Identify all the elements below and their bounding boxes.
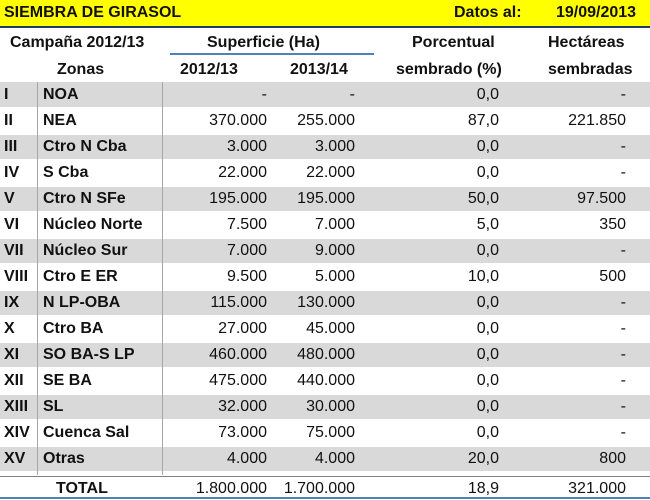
table-row bbox=[0, 420, 650, 445]
total-label: TOTAL bbox=[56, 480, 108, 497]
zone-name: SL bbox=[43, 398, 64, 415]
surface-2012: 475.000 bbox=[209, 372, 267, 389]
hectares-sown: - bbox=[620, 320, 626, 337]
surface-2013: 75.000 bbox=[306, 424, 355, 441]
row-separator bbox=[0, 160, 650, 161]
hectares-sown: - bbox=[620, 294, 626, 311]
hectares-sown: - bbox=[620, 398, 626, 415]
pct-sown: 0,0 bbox=[476, 320, 499, 337]
pct-sown: 20,0 bbox=[467, 450, 499, 467]
zones-header: Zonas bbox=[57, 61, 105, 78]
surface-2013: 5.000 bbox=[314, 268, 355, 285]
surface-2013: 440.000 bbox=[297, 372, 355, 389]
pct-sown: 5,0 bbox=[476, 216, 499, 233]
sheet-title: SIEMBRA DE GIRASOL bbox=[4, 4, 182, 21]
zone-name: Ctro N SFe bbox=[43, 190, 126, 207]
zone-name: Otras bbox=[43, 450, 85, 467]
zone-number: VII bbox=[4, 242, 24, 259]
surface-2012: 460.000 bbox=[209, 346, 267, 363]
hectares-sown: 800 bbox=[599, 450, 626, 467]
zone-name: S Cba bbox=[43, 164, 89, 181]
surface-2012: 9.500 bbox=[226, 268, 267, 285]
surface-2012: 32.000 bbox=[218, 398, 267, 415]
hectares-sown: - bbox=[620, 164, 626, 181]
surface-2012: 195.000 bbox=[209, 190, 267, 207]
surface-2013: 45.000 bbox=[306, 320, 355, 337]
table-row bbox=[0, 108, 650, 133]
zone-name: Cuenca Sal bbox=[43, 424, 130, 441]
zone-number: III bbox=[4, 138, 18, 155]
zone-number: II bbox=[4, 112, 13, 129]
surface-2013: - bbox=[349, 86, 355, 103]
ha-header-line2: sembradas bbox=[548, 61, 633, 78]
surface-2012: 3.000 bbox=[226, 138, 267, 155]
table-row bbox=[0, 264, 650, 289]
title-bar bbox=[0, 0, 650, 26]
hectares-sown: - bbox=[620, 346, 626, 363]
hectares-sown: 97.500 bbox=[577, 190, 626, 207]
table-row bbox=[0, 342, 650, 367]
row-separator bbox=[0, 342, 650, 343]
table-row bbox=[0, 238, 650, 263]
pct-sown: 0,0 bbox=[476, 398, 499, 415]
zone-name: Núcleo Norte bbox=[43, 216, 143, 233]
pct-sown: 50,0 bbox=[467, 190, 499, 207]
hectares-sown: - bbox=[620, 242, 626, 259]
hectares-sown: - bbox=[620, 372, 626, 389]
surface-2012: 7.000 bbox=[226, 242, 267, 259]
hectares-sown: - bbox=[620, 424, 626, 441]
surface-header-underline bbox=[170, 53, 374, 55]
total-ha: 321.000 bbox=[568, 480, 626, 497]
surface-2013: 4.000 bbox=[314, 450, 355, 467]
surface-2013: 480.000 bbox=[297, 346, 355, 363]
column-divider bbox=[162, 82, 163, 475]
surface-header: Superficie (Ha) bbox=[207, 34, 320, 51]
table-row bbox=[0, 446, 650, 471]
pct-sown: 0,0 bbox=[476, 346, 499, 363]
hectares-sown: - bbox=[620, 86, 626, 103]
zone-number: XIII bbox=[4, 398, 29, 415]
row-separator bbox=[0, 446, 650, 447]
zone-name: SE BA bbox=[43, 372, 92, 389]
surface-2012: 4.000 bbox=[226, 450, 267, 467]
pct-sown: 0,0 bbox=[476, 372, 499, 389]
row-separator bbox=[0, 368, 650, 369]
pct-header-line2: sembrado (%) bbox=[396, 61, 502, 78]
surface-2013: 22.000 bbox=[306, 164, 355, 181]
year-b-header: 2013/14 bbox=[290, 61, 348, 78]
row-separator bbox=[0, 394, 650, 395]
surface-2012: 115.000 bbox=[210, 294, 267, 311]
surface-2012: 73.000 bbox=[218, 424, 267, 441]
zone-name: Núcleo Sur bbox=[43, 242, 128, 259]
surface-2013: 30.000 bbox=[306, 398, 355, 415]
surface-2012: - bbox=[261, 86, 267, 103]
surface-2012: 7.500 bbox=[226, 216, 267, 233]
pct-sown: 87,0 bbox=[467, 112, 499, 129]
surface-2013: 130.000 bbox=[297, 294, 355, 311]
hectares-sown: - bbox=[620, 138, 626, 155]
pct-sown: 0,0 bbox=[476, 164, 499, 181]
total-bottom-border bbox=[0, 497, 650, 499]
campaign-header: Campaña 2012/13 bbox=[10, 34, 145, 51]
date-value: 19/09/2013 bbox=[556, 4, 637, 21]
pct-sown: 0,0 bbox=[476, 294, 499, 311]
zone-name: NOA bbox=[43, 86, 79, 103]
surface-2012: 370.000 bbox=[209, 112, 267, 129]
table-row bbox=[0, 82, 650, 107]
zone-number: IX bbox=[4, 294, 20, 311]
zone-name: SO BA-S LP bbox=[43, 346, 135, 363]
surface-2013: 195.000 bbox=[297, 190, 355, 207]
pct-sown: 0,0 bbox=[476, 424, 499, 441]
surface-2012: 27.000 bbox=[218, 320, 267, 337]
zone-number: I bbox=[4, 86, 9, 103]
table-row bbox=[0, 186, 650, 211]
zone-number: V bbox=[4, 190, 15, 207]
pct-sown: 0,0 bbox=[476, 242, 499, 259]
zone-name: NEA bbox=[43, 112, 77, 129]
row-separator bbox=[0, 290, 650, 291]
total-2013: 1.700.000 bbox=[283, 480, 355, 497]
year-a-header: 2012/13 bbox=[180, 61, 238, 78]
zone-number: XII bbox=[4, 372, 24, 389]
zone-name: Ctro E ER bbox=[43, 268, 118, 285]
row-separator bbox=[0, 134, 650, 135]
table-row bbox=[0, 290, 650, 315]
row-separator bbox=[0, 264, 650, 265]
ha-header-line1: Hectáreas bbox=[548, 34, 625, 51]
zone-number: IV bbox=[4, 164, 20, 181]
zone-number: VIII bbox=[4, 268, 29, 285]
zone-number: XIV bbox=[4, 424, 30, 441]
hectares-sown: 500 bbox=[599, 268, 626, 285]
surface-2013: 9.000 bbox=[314, 242, 355, 259]
total-2012: 1.800.000 bbox=[195, 480, 267, 497]
zone-name: Ctro BA bbox=[43, 320, 104, 337]
table-row bbox=[0, 394, 650, 419]
surface-2013: 255.000 bbox=[297, 112, 355, 129]
date-label: Datos al: bbox=[454, 4, 522, 21]
surface-2012: 22.000 bbox=[218, 164, 267, 181]
zone-number: XV bbox=[4, 450, 26, 467]
pct-sown: 10,0 bbox=[467, 268, 499, 285]
table-row bbox=[0, 316, 650, 341]
zone-name: N LP-OBA bbox=[43, 294, 121, 311]
zone-name: Ctro N Cba bbox=[43, 138, 127, 155]
hectares-sown: 350 bbox=[599, 216, 626, 233]
column-divider bbox=[37, 82, 38, 475]
title-underline bbox=[0, 26, 650, 28]
surface-2013: 7.000 bbox=[314, 216, 355, 233]
pct-sown: 0,0 bbox=[476, 138, 499, 155]
row-separator bbox=[0, 186, 650, 187]
zone-number: VI bbox=[4, 216, 20, 233]
hectares-sown: 221.850 bbox=[568, 112, 626, 129]
table-row bbox=[0, 134, 650, 159]
row-separator bbox=[0, 212, 650, 213]
total-pct: 18,9 bbox=[467, 480, 499, 497]
pct-header-line1: Porcentual bbox=[412, 34, 495, 51]
table-row bbox=[0, 368, 650, 393]
surface-2013: 3.000 bbox=[314, 138, 355, 155]
row-separator bbox=[0, 420, 650, 421]
row-separator bbox=[0, 316, 650, 317]
table-row bbox=[0, 160, 650, 185]
table-row bbox=[0, 212, 650, 237]
row-separator bbox=[0, 238, 650, 239]
row-separator bbox=[0, 108, 650, 109]
zone-number: X bbox=[4, 320, 15, 337]
pct-sown: 0,0 bbox=[476, 86, 499, 103]
zone-number: XI bbox=[4, 346, 20, 363]
